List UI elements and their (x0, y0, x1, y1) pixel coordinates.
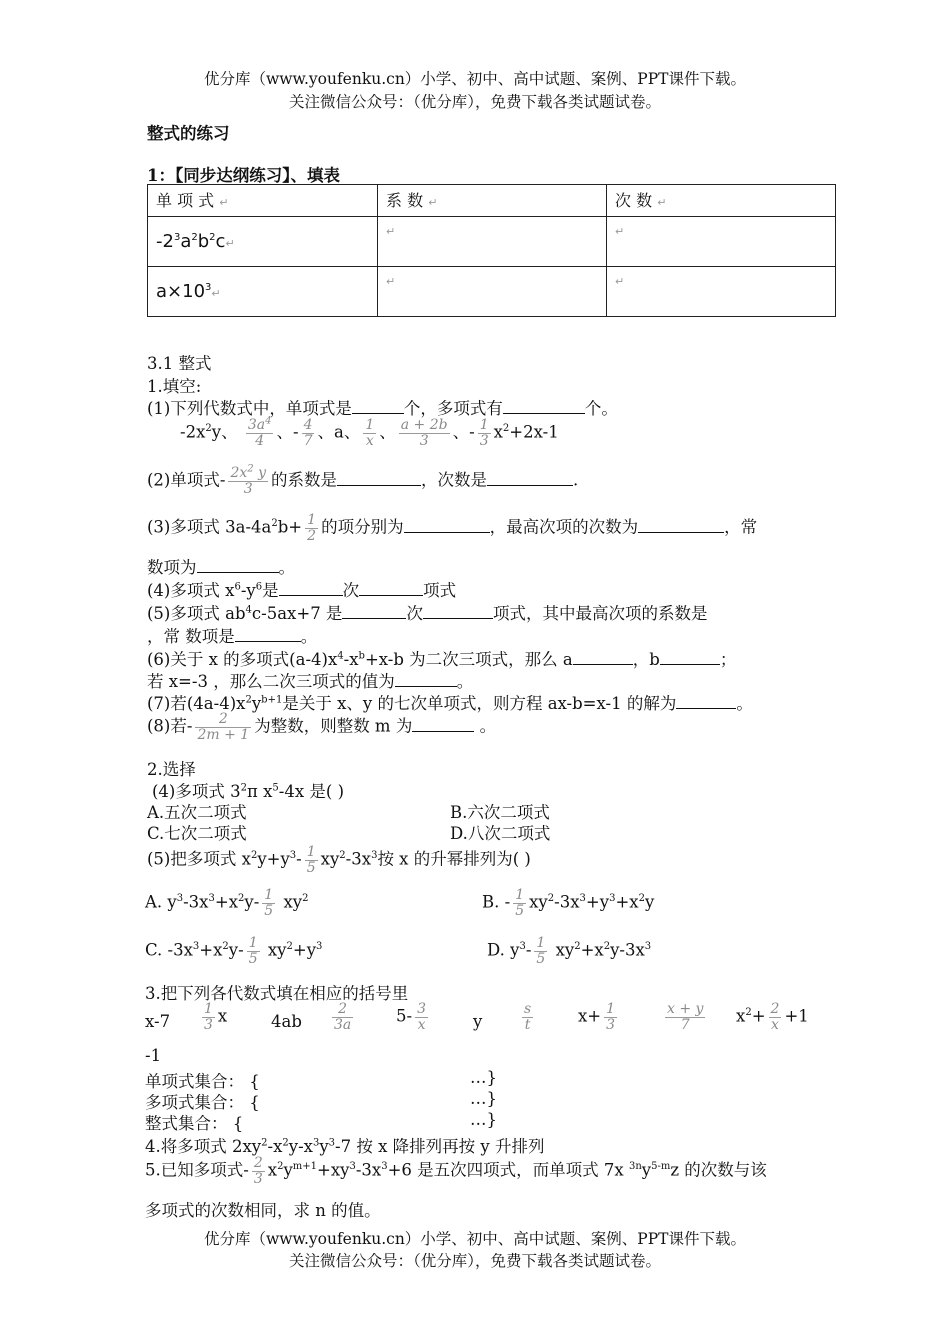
fraction: $\frac{1}{5}$ (264, 887, 274, 919)
q1-p5-line2: ，常 数项是 。 (147, 627, 318, 646)
blank[interactable] (503, 399, 585, 414)
fraction: $\frac{3a^4}{4}$ (247, 415, 272, 449)
q1-p2: (2)单项式- $\frac{2x^2 y}{3}$ 的系数是 ，次数是 . (147, 463, 579, 497)
q3-item-5: 5- $\frac{3}{x}$ (396, 1001, 426, 1033)
blank[interactable] (660, 650, 720, 665)
q3-item-10: $x^2+$ $\frac{2}{x}$ +1 (736, 1001, 809, 1033)
q2-p4-option-c: C.七次二项式 (147, 824, 247, 843)
fraction: $\frac{2}{2m + 1}$ (197, 711, 250, 743)
q3-label: 3.把下列各代数式填在相应的括号里 (145, 984, 409, 1003)
q3-item-1: x-7 (145, 1012, 171, 1031)
table-row-1-expr: $-2^3a^2b^2c↵$ (148, 217, 378, 267)
q3-item-7 (519, 1002, 536, 1032)
q3-item-9 (662, 1002, 708, 1032)
q3-item-10-wrap: -1 (145, 1046, 162, 1065)
fraction: $\frac{1}{2}$ (307, 512, 317, 544)
q2-p5-option-b: B. - $\frac{1}{5}$ $xy^2-3x^3+y^3+x^2y$ (482, 887, 655, 919)
q1-p6: (6)关于 x 的多项式$(a-4)x^4-x^b+x-b$ 为二次三项式，那么 a ，b ； (147, 650, 737, 669)
q3-item-3: 4ab (271, 1012, 302, 1031)
blank[interactable] (573, 650, 633, 665)
section31-heading: 3.1 整式 (147, 354, 212, 373)
q3-set-polynomial-close: …} (470, 1089, 497, 1108)
q2-label: 2.选择 (147, 760, 196, 779)
blank[interactable] (352, 399, 404, 414)
fraction: $\frac{2}{3a}$ (334, 1001, 352, 1033)
q2-p4-option-d: D.八次二项式 (450, 824, 551, 843)
blank[interactable] (676, 694, 736, 709)
q3-set-monomial: 单项式集合： { (145, 1072, 260, 1091)
q3-item-8: x+ $\frac{1}{3}$ (578, 1001, 616, 1033)
blank[interactable] (279, 581, 343, 596)
fraction: $\frac{4}{7}$ (303, 417, 313, 449)
fraction: $\frac{1}{3}$ (204, 1001, 213, 1033)
blank[interactable] (395, 672, 457, 687)
fraction: $\frac{2x^2 y}{3}$ (230, 463, 266, 497)
q3-item-4 (329, 1002, 356, 1032)
blank[interactable] (638, 518, 724, 533)
table-row-2-degree[interactable]: ↵ (607, 267, 836, 317)
q3-item-2: $\frac{1}{3}$ x (204, 1001, 228, 1033)
blank[interactable] (412, 717, 474, 732)
q1-p8: (8)若- $\frac{2}{2m + 1}$ 为整数，则整数 m 为 。 (147, 711, 497, 743)
q2-p5-option-c: C. $-3x^3+x^2y-$ $\frac{1}{5}$ $xy^2+y^3$ (145, 935, 323, 967)
table-header-degree: 次 数 ↵ (607, 185, 836, 217)
fill-table (147, 184, 836, 317)
q3-item-6: y (473, 1012, 483, 1031)
blank[interactable] (359, 581, 423, 596)
fraction: $\frac{1}{3}$ (606, 1001, 616, 1033)
q1-p7: (7)若$(4a-4)x^2y^{b+1}$是关于 x、y 的七次单项式，则方程 ax-b=x-1 的解为 。 (147, 694, 753, 713)
fraction: $\frac{3}{x}$ (417, 1001, 426, 1033)
table-row-2-expr: $a\times 10^3↵$ (148, 267, 378, 317)
fraction: $\frac{s}{t}$ (524, 1001, 532, 1033)
blank[interactable] (197, 558, 279, 573)
fraction: $\frac{1}{3}$ (479, 417, 489, 449)
table-header-expr: 单 项 式 ↵ (148, 185, 378, 217)
fraction: $\frac{1}{5}$ (536, 935, 546, 967)
q1-p3-line2: 数项为 。 (147, 558, 295, 577)
table-row-1-coef[interactable]: ↵ (378, 217, 607, 267)
q3-set-polynomial: 多项式集合： { (145, 1093, 260, 1112)
fraction: $\frac{a + 2b}{3}$ (400, 417, 448, 449)
q5-line2: 多项式的次数相同，求 n 的值。 (145, 1201, 381, 1220)
q4: 4.将多项式 $2xy^2-x^2y-x^3y^3-7$ 按 x 降排列再按 y 升排列 (145, 1137, 545, 1156)
blank[interactable] (337, 471, 421, 486)
blank[interactable] (487, 471, 573, 486)
section1-heading: 1：【同步达纲练习】、填表 (147, 166, 340, 185)
table-row-2-coef[interactable]: ↵ (378, 267, 607, 317)
q1-p1: (1)下列代数式中，单项式是 个，多项式有 个。 (147, 399, 618, 418)
q5: 5.已知多项式- $\frac{2}{3}$ $x^2y^{m+1}+xy^3-3x^3+6$ 是五次四项式，而单项式 7x $^{3n}y^{5-m}z$ 的次数与该 (145, 1155, 767, 1187)
header-line-2: 关注微信公众号：（优分库），免费下载各类试题试卷。 (288, 93, 661, 111)
fraction: $\frac{1}{5}$ (515, 887, 525, 919)
blank[interactable] (235, 627, 301, 642)
q1-p4: (4)多项式 $x^6-y^6$是 次 项式 (147, 581, 457, 600)
page-title: 整式的练习 (147, 124, 230, 143)
fraction: $\frac{2}{x}$ (770, 1001, 780, 1033)
footer-line-2: 关注微信公众号：（优分库），免费下载各类试题试卷。 (288, 1252, 661, 1270)
q2-p5: (5)把多项式 $x^2y+y^3-$ $\frac{1}{5}$ $xy^2-3x^3$按 x 的升幂排列为( ) (147, 844, 531, 876)
q2-p4: (4)多项式 $3^2\pi$ $x^5-4x$ 是( ) (152, 782, 345, 801)
blank[interactable] (423, 604, 493, 619)
q2-p4-option-b: B.六次二项式 (450, 803, 550, 822)
q1-label: 1.填空: (147, 377, 202, 396)
q1-p5: (5)多项式 $ab^4c-5ax+7$ 是 次 项式，其中最高次项的系数是 (147, 604, 708, 623)
header-line-1: 优分库（www.youfenku.cn）小学、初中、高中试题、案例、PPT课件下载。 (203, 70, 747, 88)
blank[interactable] (342, 604, 406, 619)
fraction: $\frac{1}{x}$ (365, 417, 375, 449)
q1-p1-expressions: $-2x^2y$、 $\frac{3a^4}{4}$ 、- $\frac{4}{7}$ 、a、 $\frac{1}{x}$ 、 $\frac{a + 2b}{3}$ 、- $\frac{1}{3}$ $x^2+2x-1$ (180, 415, 559, 449)
fraction: $\frac{1}{5}$ (306, 844, 316, 876)
table-header-coef: 系 数 ↵ (378, 185, 607, 217)
q1-p6-line2: 若 x=-3 ，那么二次三项式的值为 。 (147, 672, 474, 691)
fraction: $\frac{2}{3}$ (253, 1155, 263, 1187)
table-row-1-degree[interactable]: ↵ (607, 217, 836, 267)
q3-set-integral: 整式集合： { (145, 1114, 244, 1133)
q1-p3: (3)多项式 $3a-4a^2b+$ $\frac{1}{2}$ 的项分别为 ，最高次项的次数为 ，常 (147, 512, 758, 544)
q2-p4-option-a: A.五次二项式 (147, 803, 247, 822)
q2-p5-option-d: D. $y^3-$ $\frac{1}{5}$ $xy^2+x^2y-3x^3$ (487, 935, 652, 967)
blank[interactable] (404, 518, 490, 533)
fraction: $\frac{x + y}{7}$ (667, 1001, 704, 1033)
footer-line-1: 优分库（www.youfenku.cn）小学、初中、高中试题、案例、PPT课件下载。 (203, 1230, 747, 1248)
fraction: $\frac{1}{5}$ (248, 935, 258, 967)
q2-p5-option-a: A. $y^3-3x^3+x^2y-$ $\frac{1}{5}$ $xy^2$ (145, 887, 309, 919)
q3-set-integral-close: …} (470, 1110, 497, 1129)
q3-set-monomial-close: …} (470, 1068, 497, 1087)
